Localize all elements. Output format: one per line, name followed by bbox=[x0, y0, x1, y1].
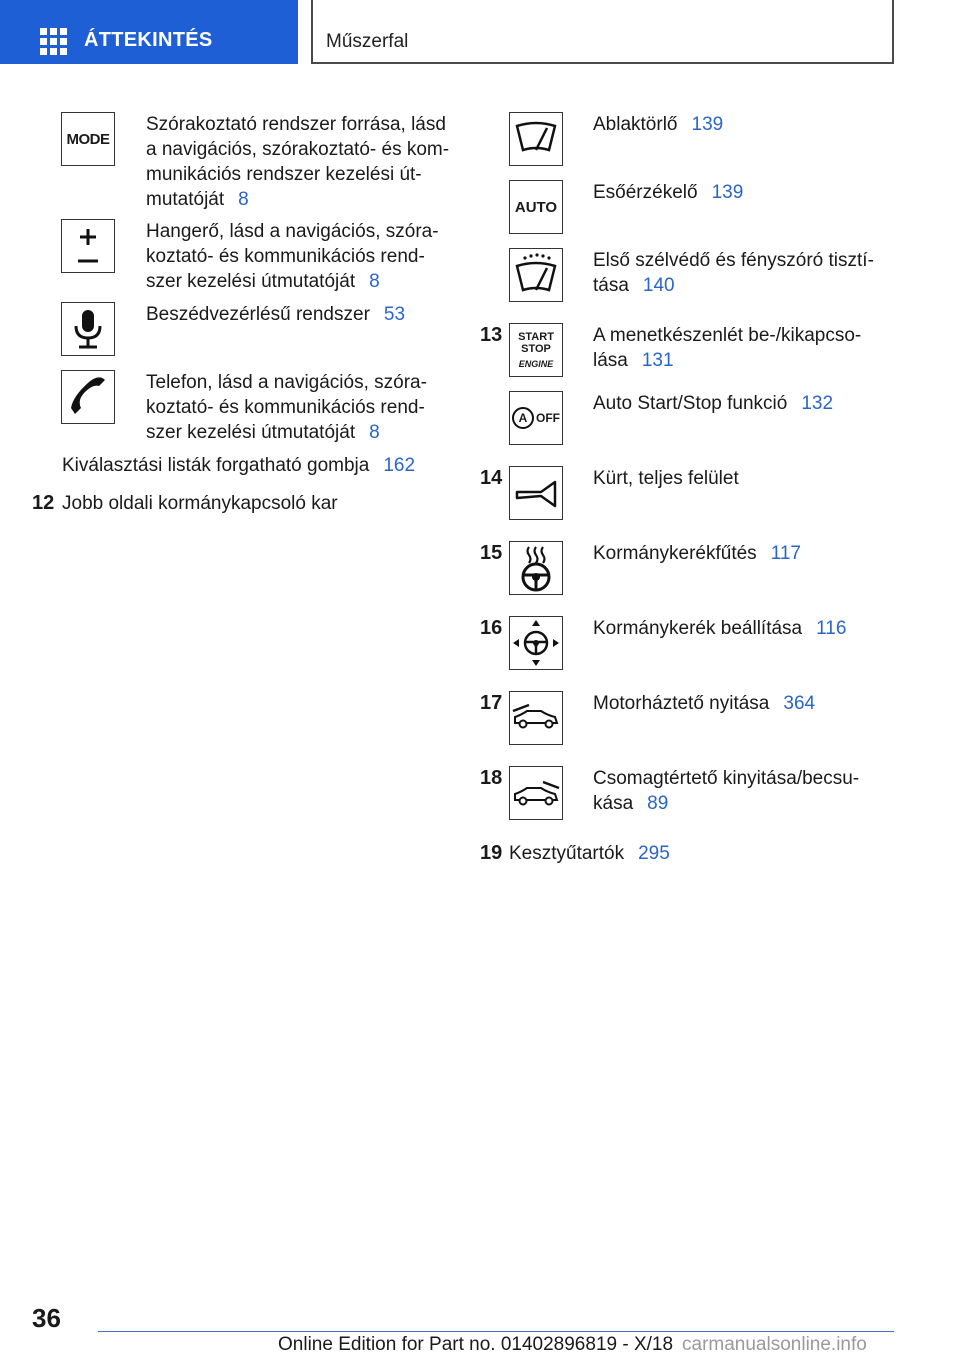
page-ref-link[interactable]: 140 bbox=[642, 275, 675, 296]
section-tab[interactable] bbox=[0, 0, 298, 64]
item-number: 12 bbox=[32, 492, 55, 514]
section-title: ÁTTEKINTÉS bbox=[84, 29, 213, 51]
trunk-description: Csomagtértető kinyitása/becsu- kása 89 bbox=[593, 768, 860, 814]
steering-heat-icon[interactable] bbox=[509, 541, 563, 595]
glovebox-description: Kesztyűtartók 295 bbox=[509, 843, 670, 864]
page-ref-link[interactable]: 132 bbox=[801, 393, 834, 414]
washer-icon bbox=[509, 248, 563, 302]
page-ref-link[interactable]: 131 bbox=[641, 350, 674, 371]
right-stalk-description: Jobb oldali kormánykapcsoló kar bbox=[62, 493, 338, 514]
voice-control-description: Beszédvezérlésű rendszer 53 bbox=[146, 304, 406, 325]
auto-start-stop-description: Auto Start/Stop funkció 132 bbox=[593, 393, 834, 414]
washer-description: Első szélvédő és fényszóró tisztí- tása 140 bbox=[593, 250, 874, 296]
page-ref-link[interactable]: 53 bbox=[383, 304, 406, 325]
page-ref-link[interactable]: 117 bbox=[770, 543, 801, 564]
hood-description: Motorháztető nyitása 364 bbox=[593, 693, 816, 714]
phone-description: Telefon, lásd a navigációs, szóra- koztató- és kommunikációs rend- szer kezelési útmutatóját 8 bbox=[146, 372, 427, 443]
item-number: 13 bbox=[480, 324, 503, 346]
page-ref-link[interactable]: 89 bbox=[647, 793, 669, 814]
horn-icon bbox=[509, 466, 563, 520]
auto-start-stop-off-icon[interactable]: A OFF bbox=[509, 391, 563, 445]
trunk-open-icon[interactable] bbox=[509, 766, 563, 820]
wiper-icon bbox=[509, 112, 563, 166]
item-number: 16 bbox=[480, 617, 503, 639]
start-stop-description: A menetkészenlét be-/kikapcso- lása 131 bbox=[593, 325, 862, 371]
item-number: 19 bbox=[480, 842, 503, 864]
steering-adjust-icon[interactable] bbox=[509, 616, 563, 670]
page-ref-link[interactable]: 139 bbox=[711, 182, 744, 203]
phone-handset-icon bbox=[61, 370, 115, 424]
microphone-icon bbox=[61, 302, 115, 356]
item-number: 18 bbox=[480, 767, 503, 789]
item-number: 15 bbox=[480, 542, 503, 564]
thumbwheel-description: Kiválasztási listák forgatható gombja 162 bbox=[62, 455, 416, 476]
volume-description: Hangerő, lásd a navigációs, szóra- koztató- és kommunikációs rend- szer kezelési útmutatóját 8 bbox=[146, 221, 439, 292]
rain-sensor-description: Esőérzékelő 139 bbox=[593, 182, 744, 203]
mode-description: Szórakoztató rendszer forrása, lásd a navigációs, szórakoztató- és kom- munikációs rendszer kezelési út- mutatóját 8 bbox=[146, 114, 450, 210]
chapter-title: Műszerfal bbox=[326, 31, 409, 52]
edition-text: Online Edition for Part no. 01402896819 - X/18 bbox=[278, 1334, 674, 1355]
watermark: carmanualsonline.info bbox=[682, 1334, 867, 1355]
grid-menu-icon[interactable] bbox=[40, 28, 66, 54]
page-ref-link[interactable]: 8 bbox=[369, 422, 380, 443]
steering-heat-description: Kormánykerékfűtés 117 bbox=[593, 543, 801, 564]
page-ref-link[interactable]: 8 bbox=[369, 271, 380, 292]
steering-adjust-description: Kormánykerék beállítása 116 bbox=[593, 618, 847, 639]
mode-icon: MODE bbox=[61, 112, 115, 166]
wiper-description: Ablaktörlő 139 bbox=[593, 114, 724, 135]
start-stop-engine-icon[interactable]: START STOP ENGINE bbox=[509, 323, 563, 377]
volume-plus-minus-icon bbox=[61, 219, 115, 273]
page-ref-link[interactable]: 139 bbox=[691, 114, 724, 135]
page-ref-link[interactable]: 295 bbox=[638, 843, 670, 864]
page-ref-link[interactable]: 116 bbox=[816, 618, 847, 639]
page-number: 36 bbox=[32, 1303, 61, 1333]
horn-description: Kürt, teljes felület bbox=[593, 468, 739, 489]
footer-divider bbox=[98, 1331, 894, 1332]
item-number: 14 bbox=[480, 467, 503, 489]
page-ref-link[interactable]: 364 bbox=[783, 693, 816, 714]
auto-rain-sensor-icon: AUTO bbox=[509, 180, 563, 234]
page-ref-link[interactable]: 8 bbox=[238, 189, 249, 210]
hood-open-icon[interactable] bbox=[509, 691, 563, 745]
page-ref-link[interactable]: 162 bbox=[383, 455, 416, 476]
item-number: 17 bbox=[480, 692, 503, 714]
